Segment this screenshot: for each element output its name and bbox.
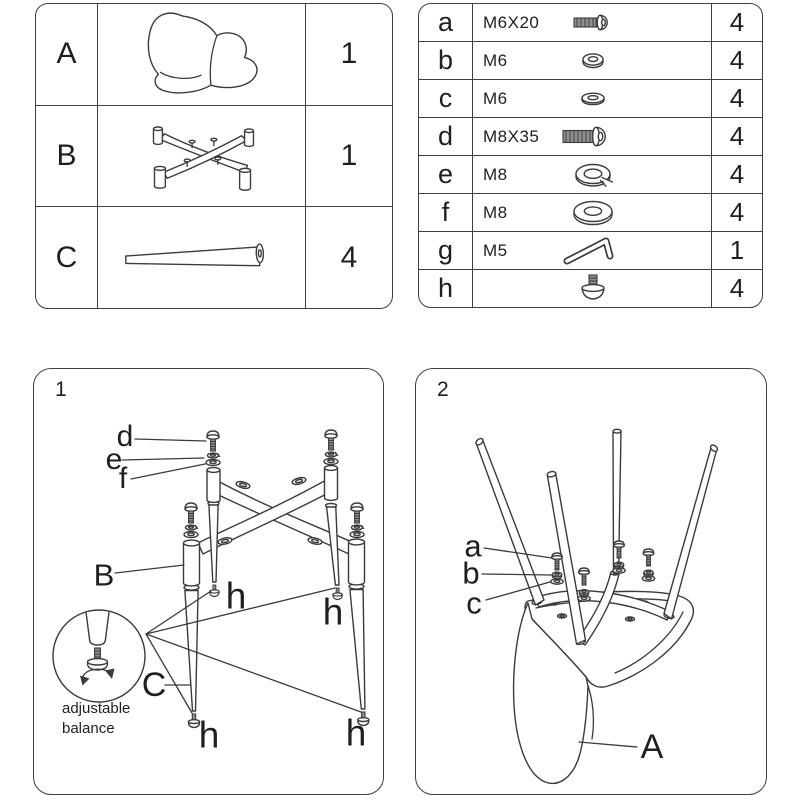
- hardware-letter: f: [419, 194, 473, 231]
- foot-glide-icon: [473, 270, 711, 307]
- nut-m6-icon: [473, 42, 711, 79]
- hardware-letter: g: [419, 232, 473, 269]
- hardware-size: M6: [483, 88, 508, 108]
- hardware-size: M8: [483, 164, 508, 184]
- label-f: f: [118, 462, 128, 495]
- hardware-letter: e: [419, 156, 473, 193]
- label-e: e: [105, 443, 123, 476]
- hardware-letter: h: [419, 270, 473, 307]
- step-number: 2: [437, 378, 449, 401]
- hardware-qty: 4: [711, 194, 762, 231]
- hardware-row-a: [419, 4, 762, 42]
- part-letter: A: [36, 4, 98, 105]
- label-c: c: [466, 585, 482, 621]
- part-qty: 4: [305, 207, 392, 308]
- allen-key-m5-icon: [473, 232, 711, 269]
- spring-washer-m8-icon: [473, 156, 711, 193]
- hardware-qty: 4: [711, 4, 762, 41]
- parts-row-B: [36, 106, 392, 208]
- label-h: h: [345, 712, 367, 754]
- hardware-row-b: [419, 42, 762, 80]
- part-qty: 1: [305, 106, 392, 207]
- label-a: a: [464, 528, 482, 564]
- label-h: h: [322, 591, 344, 633]
- hardware-qty: 1: [711, 232, 762, 269]
- inner-leg: [209, 505, 218, 582]
- hardware-size: M5: [483, 240, 508, 260]
- hardware-letter: b: [419, 42, 473, 79]
- label-B: B: [93, 557, 115, 593]
- hardware-size: M8: [483, 202, 508, 222]
- flat-washer-m8-icon: [473, 194, 711, 231]
- hardware-qty: 4: [711, 270, 762, 307]
- hardware-size: M6: [483, 50, 508, 70]
- hardware-size: M8X35: [483, 126, 540, 146]
- part-qty: 1: [305, 4, 392, 105]
- hardware-qty: 4: [711, 156, 762, 193]
- parts-table: [35, 3, 393, 309]
- cross-base-frame-drawing: [98, 107, 305, 206]
- hardware-qty: 4: [711, 118, 762, 155]
- parts-row-A: [36, 4, 392, 106]
- hardware-qty: 4: [711, 80, 762, 117]
- label-h: h: [198, 714, 220, 756]
- hardware-row-h: [419, 270, 762, 307]
- leg: [664, 446, 717, 619]
- step-number: 1: [55, 378, 67, 401]
- label-d: d: [116, 420, 134, 453]
- label-b: b: [462, 555, 480, 591]
- washer-m6-icon: [473, 80, 711, 117]
- hardware-letter: c: [419, 80, 473, 117]
- hardware-row-c: [419, 80, 762, 118]
- hardware-size: M6X20: [483, 12, 540, 32]
- part-letter: B: [36, 106, 98, 207]
- hardware-row-f: [419, 194, 762, 232]
- seat-shell-drawing: [98, 5, 305, 104]
- tapered-leg-drawing: [98, 208, 305, 307]
- part-letter: C: [36, 207, 98, 308]
- label-A: A: [640, 728, 664, 766]
- label-C: C: [141, 666, 167, 704]
- hardware-letter: a: [419, 4, 473, 41]
- step-2-panel: [415, 368, 767, 795]
- hardware-row-e: [419, 156, 762, 194]
- outer-leg: [350, 590, 365, 710]
- hardware-table: [418, 3, 763, 308]
- adjustable-balance-note: adjustable balance: [62, 700, 131, 738]
- inner-leg: [327, 507, 339, 585]
- parts-row-C: [36, 207, 392, 308]
- hardware-row-d: [419, 118, 762, 156]
- label-h: h: [225, 575, 247, 617]
- leg: [477, 440, 545, 606]
- hardware-qty: 4: [711, 42, 762, 79]
- step-1-panel: [33, 368, 384, 795]
- hardware-row-g: [419, 232, 762, 270]
- hardware-letter: d: [419, 118, 473, 155]
